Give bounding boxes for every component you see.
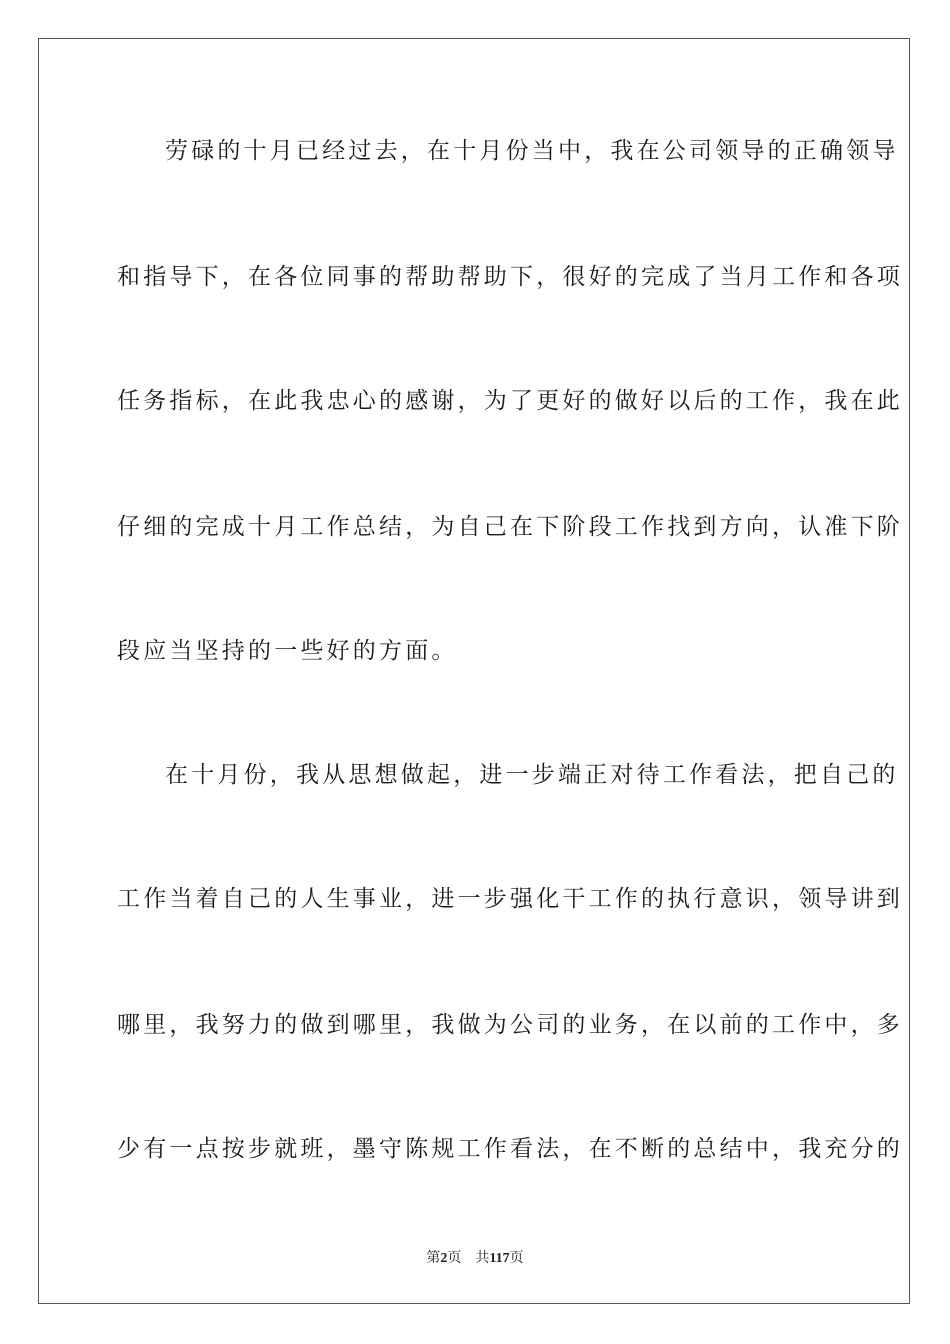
total-pages: 117: [489, 1251, 510, 1266]
page-suffix: 页: [447, 1250, 462, 1266]
paragraph-1-line-5: 段应当坚持的一些好的方面。: [117, 638, 458, 664]
paragraph-1-line-1: 劳碌的十月已经过去，在十月份当中，我在公司领导的正确领导: [165, 138, 899, 164]
total-suffix: 页: [509, 1250, 524, 1266]
total-prefix: 共: [475, 1250, 490, 1266]
paragraph-2-line-2: 工作当着自己的人生事业，进一步强化干工作的执行意识，领导讲到: [117, 886, 903, 912]
page-footer: [0, 1249, 950, 1268]
page-prefix: 第: [426, 1250, 441, 1266]
paragraph-1-line-2: 和指导下，在各位同事的帮助帮助下，很好的完成了当月工作和各项: [117, 264, 903, 290]
page-border: [38, 38, 910, 1304]
paragraph-1-line-3: 任务指标，在此我忠心的感谢，为了更好的做好以后的工作，我在此: [117, 388, 903, 414]
paragraph-2-line-4: 少有一点按步就班，墨守陈规工作看法，在不断的总结中，我充分的: [117, 1136, 903, 1162]
paragraph-2-line-1: 在十月份，我从思想做起，进一步端正对待工作看法，把自己的: [165, 762, 899, 788]
paragraph-1-line-4: 仔细的完成十月工作总结，为自己在下阶段工作找到方向，认准下阶: [117, 514, 903, 540]
paragraph-2-line-3: 哪里，我努力的做到哪里，我做为公司的业务，在以前的工作中，多: [117, 1012, 903, 1038]
page-number: 2: [440, 1251, 448, 1266]
